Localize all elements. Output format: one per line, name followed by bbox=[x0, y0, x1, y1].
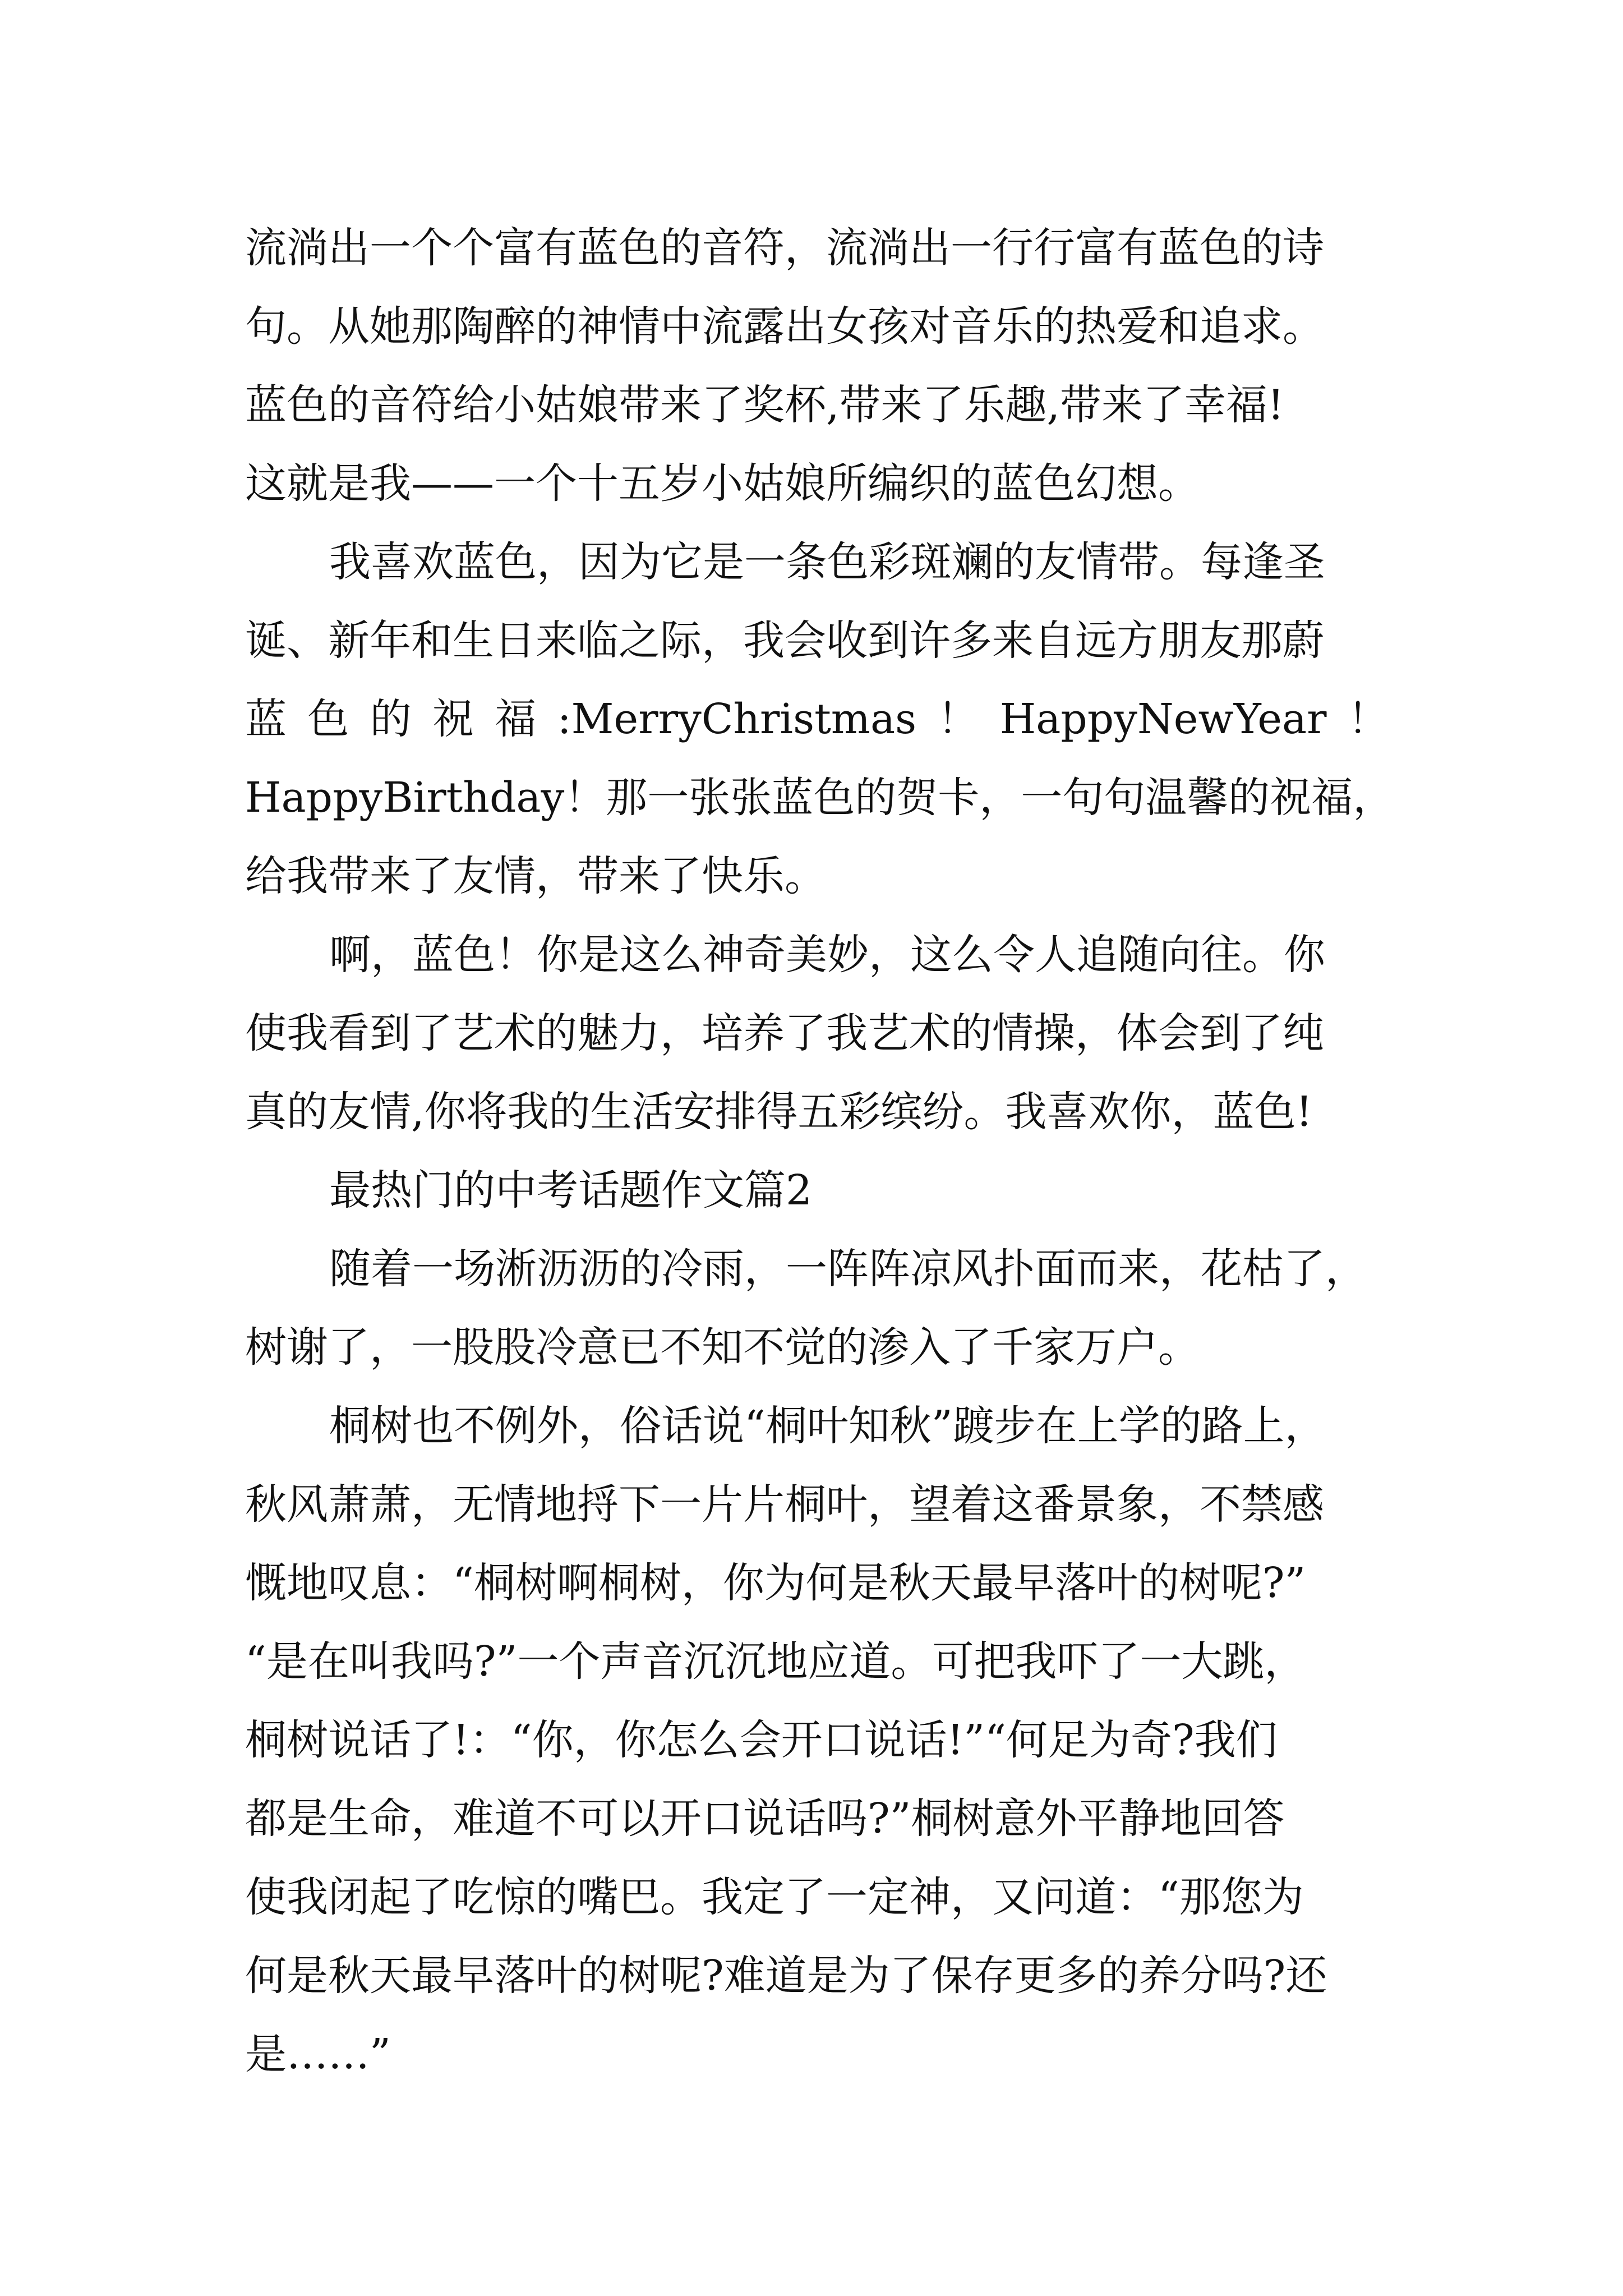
text-line: HappyBirthday！那一张张蓝色的贺卡，一句句温馨的祝福， bbox=[245, 774, 1395, 822]
section-heading: 最热门的中考话题作文篇2 bbox=[329, 1166, 813, 1214]
text-word: HappyNewYear bbox=[999, 695, 1327, 743]
text-word: 蓝 bbox=[245, 695, 287, 743]
text-line: 这就是我——一个十五岁小姑娘所编织的蓝色幻想。 bbox=[245, 459, 1200, 508]
text-line: 桐树也不例外，俗话说“桐叶知秋”踱步在上学的路上， bbox=[329, 1402, 1326, 1450]
text-line: 树谢了，一股股冷意已不知不觉的渗入了千家万户。 bbox=[245, 1323, 1200, 1372]
text-line: 真的友情,你将我的生活安排得五彩缤纷。我喜欢你，蓝色! bbox=[245, 1088, 1313, 1136]
text-line: 给我带来了友情，带来了快乐。 bbox=[245, 852, 826, 900]
text-line: 慨地叹息：“桐树啊桐树，你为何是秋天最早落叶的树呢?” bbox=[245, 1559, 1306, 1607]
text-word: :MerryChristmas bbox=[557, 695, 917, 743]
text-word: 福 bbox=[495, 695, 537, 743]
text-line: 流淌出一个个富有蓝色的音符，流淌出一行行富有蓝色的诗 bbox=[245, 224, 1324, 272]
text-line: 都是生命，难道不可以开口说话吗?”桐树意外平静地回答 bbox=[245, 1795, 1285, 1843]
text-word: ！ bbox=[937, 695, 979, 743]
text-line: 使我闭起了吃惊的嘴巴。我定了一定神，又问道：“那您为 bbox=[245, 1873, 1304, 1921]
text-line: 蓝色的音符给小姑娘带来了奖杯,带来了乐趣,带来了幸福! bbox=[245, 381, 1284, 429]
text-line: 桐树说话了!：“你，你怎么会开口说话!”“何足为奇?我们 bbox=[245, 1716, 1278, 1764]
text-line: 是……” bbox=[245, 2030, 391, 2078]
text-line: 诞、新年和生日来临之际，我会收到许多来自远方朋友那蔚 bbox=[245, 616, 1324, 665]
text-word: 的 bbox=[370, 695, 412, 743]
document-body bbox=[245, 209, 1395, 2093]
text-line: 秋风萧萧，无情地捋下一片片桐叶，望着这番景象，不禁感 bbox=[245, 1480, 1324, 1529]
text-line-justified bbox=[245, 680, 1389, 758]
text-line: 啊，蓝色！你是这么神奇美妙，这么令人追随向往。你 bbox=[329, 931, 1325, 979]
text-line: 何是秋天最早落叶的树呢?难道是为了保存更多的养分吗?还 bbox=[245, 1952, 1327, 2000]
text-word: ！ bbox=[1347, 695, 1389, 743]
text-line: 句。从她那陶醉的神情中流露出女孩对音乐的热爱和追求。 bbox=[245, 302, 1324, 351]
text-word: 祝 bbox=[432, 695, 474, 743]
text-line: “是在叫我吗?”一个声音沉沉地应道。可把我吓了一大跳， bbox=[245, 1637, 1306, 1686]
text-line: 随着一场淅沥沥的冷雨，一阵阵凉风扑面而来，花枯了， bbox=[329, 1245, 1367, 1293]
text-word: 色 bbox=[307, 695, 349, 743]
text-line: 使我看到了艺术的魅力，培养了我艺术的情操，体会到了纯 bbox=[245, 1009, 1324, 1057]
text-line: 我喜欢蓝色，因为它是一条色彩斑斓的友情带。每逢圣 bbox=[329, 538, 1325, 586]
